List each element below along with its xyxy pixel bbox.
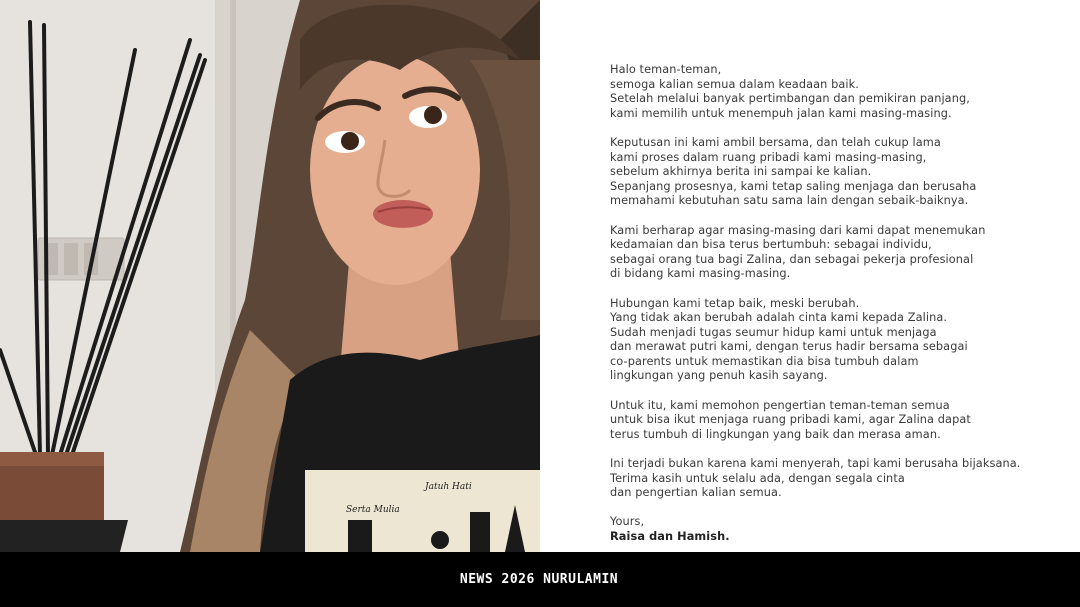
letter-signoff [610,515,1050,544]
letter-line: sebelum akhirnya berita ini sampai ke kalian. [610,165,872,179]
letter-line: Sepanjang prosesnya, kami tetap saling menjaga dan berusaha [610,179,977,193]
letter-paragraph [610,63,1050,121]
letter-line: co-parents untuk memastikan dia bisa tumbuh dalam [610,354,919,368]
letter-line: Hubungan kami tetap baik, meski berubah. [610,296,860,310]
statement-letter [540,0,1080,552]
letter-line: Terima kasih untuk selalu ada, dengan segala cinta [610,471,905,485]
letter-line: dan merawat putri kami, dengan terus hadir bersama sebagai [610,340,968,354]
letter-paragraph [610,457,1050,501]
letter-line: untuk bisa ikut menjaga ruang pribadi kami, agar Zalina dapat [610,413,971,427]
letter-body [610,63,1050,545]
portrait-illustration [0,0,540,552]
letter-signature: Raisa dan Hamish. [610,530,730,543]
shirt-print-text-1: Jatuh Hati [425,482,472,492]
letter-closing: Yours, [610,515,645,529]
letter-line: semoga kalian semua dalam keadaan baik. [610,77,859,91]
letter-line: Sudah menjadi tugas seumur hidup kami untuk menjaga [610,325,937,339]
letter-line: kami memilih untuk menempuh jalan kami masing-masing. [610,106,952,120]
letter-line: sebagai orang tua bagi Zalina, dan sebagai pekerja profesional [610,252,974,266]
letter-line: kedamaian dan bisa terus bertumbuh: sebagai individu, [610,238,932,252]
shirt-print-text-2: Serta Mulia [346,505,400,515]
letter-line: di bidang kami masing-masing. [610,267,791,281]
footer-caption: NEWS 2026 NURULAMIN [459,572,619,587]
letter-line: lingkungan yang penuh kasih sayang. [610,369,828,383]
letter-line: dan pengertian kalian semua. [610,486,782,500]
letter-line: Setelah melalui banyak pertimbangan dan pemikiran panjang, [610,92,970,106]
letter-line: memahami kebutuhan satu sama lain dengan sebaik-baiknya. [610,194,969,208]
letter-line: Ini terjadi bukan karena kami menyerah, tapi kami berusaha bijaksana. [610,457,1021,471]
letter-line: kami proses dalam ruang pribadi kami masing-masing, [610,150,927,164]
letter-paragraph [610,136,1050,209]
letter-line: Yang tidak akan berubah adalah cinta kami kepada Zalina. [610,311,948,325]
letter-line: Halo teman-teman, [610,63,722,76]
letter-line: terus tumbuh di lingkungan yang baik dan merasa aman. [610,427,941,441]
letter-line: Untuk itu, kami memohon pengertian teman-teman semua [610,398,950,412]
letter-line: Kami berharap agar masing-masing dari kami dapat menemukan [610,223,986,237]
portrait-photo [0,0,540,552]
letter-paragraph [610,224,1050,282]
letter-paragraph [610,297,1050,385]
letter-line: Keputusan ini kami ambil bersama, dan telah cukup lama [610,135,941,149]
letter-paragraph [610,399,1050,443]
footer-bar [0,552,1080,607]
